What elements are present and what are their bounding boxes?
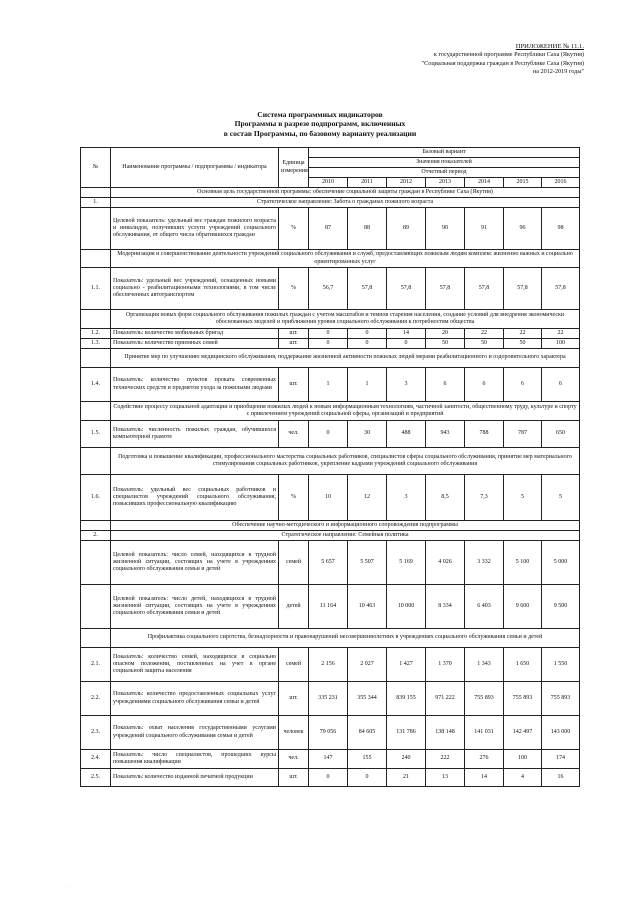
appendix-line: на 2012-2019 годы" — [532, 68, 584, 76]
value-cell: 1 550 — [542, 648, 580, 682]
header-unit: Единица измерения — [279, 148, 309, 188]
value-cell: 10 — [309, 475, 348, 521]
value-cell: 0 — [348, 329, 387, 339]
scan-mark: · — [66, 886, 68, 891]
appendix-block — [284, 43, 584, 77]
indicator-unit: % — [279, 475, 309, 521]
value-cell: 6 — [426, 368, 465, 402]
indicator-name: Показатель: удельный вес социальных работников и специалистов учреждений социального обслуживания, повысивших профессиональную квалификацию — [111, 475, 279, 521]
indicator-unit: шт. — [279, 329, 309, 339]
row-num: 1.2. — [81, 329, 111, 339]
indicator-unit: чел. — [279, 421, 309, 448]
row-num: 1.3. — [81, 339, 111, 349]
value-cell: 0 — [348, 339, 387, 349]
goal-indicator-name: Целевой показатель: число детей, находящихся в трудной жизненной ситуации, состоящих на учете в учреждениях социального обслуживания семьи и детей — [111, 585, 279, 629]
value-cell: 143 000 — [542, 716, 580, 750]
indicator-name: Показатель: количество семей, находящихся в социально опасном положении, поставленных на учет в органе социальной защиты населения — [111, 648, 279, 682]
value-cell: 6 — [542, 368, 580, 402]
value-cell: 755 893 — [465, 682, 504, 716]
value-cell: 174 — [542, 750, 580, 769]
value-cell: 96 — [504, 208, 542, 250]
value-cell: 50 — [465, 339, 504, 349]
value-cell: 0 — [309, 339, 348, 349]
appendix-line: к государственной программе Республики Саха (Якутия) — [433, 51, 584, 59]
indicator-unit: шт. — [279, 368, 309, 402]
value-cell: 16 — [542, 769, 580, 787]
document-title — [0, 110, 640, 138]
indicator-name: Показатель: удельный вес учреждений, оснащенных новыми социально - реабилитационными технологиями, в том числе обеспеченных автотранспортом — [111, 268, 279, 310]
value-cell: 1 427 — [387, 648, 426, 682]
value-cell: 90 — [426, 208, 465, 250]
value-cell: 5 100 — [504, 541, 542, 585]
row-num: 2.4. — [81, 750, 111, 769]
value-cell: 141 031 — [465, 716, 504, 750]
value-cell: 57,8 — [348, 268, 387, 310]
value-cell: 147 — [309, 750, 348, 769]
header-year: 2015 — [504, 178, 542, 188]
section-title: Стратегическое направление: Семейная политика — [111, 531, 580, 541]
title-line: Система программных индикаторов — [257, 110, 383, 119]
indicator-unit: шт. — [279, 769, 309, 787]
value-cell: 355 344 — [348, 682, 387, 716]
value-cell: 88 — [348, 208, 387, 250]
indicator-unit: чел. — [279, 750, 309, 769]
header-period: Отчетный период — [309, 168, 580, 178]
value-cell: 0 — [309, 329, 348, 339]
value-cell: 8,5 — [426, 475, 465, 521]
value-cell: 4 — [504, 769, 542, 787]
value-cell: 12 — [348, 475, 387, 521]
value-cell: 155 — [348, 750, 387, 769]
task-row: Обеспечение научно-методического и информационного сопровождения подпрограммы — [111, 521, 580, 531]
value-cell: 335 231 — [309, 682, 348, 716]
value-cell: 9 500 — [542, 585, 580, 629]
row-num: 2.2. — [81, 682, 111, 716]
indicator-unit: человек — [279, 716, 309, 750]
value-cell: 14 — [465, 769, 504, 787]
row-num: 2.5. — [81, 769, 111, 787]
row-num: 2.3. — [81, 716, 111, 750]
value-cell: 20 — [426, 329, 465, 339]
goal-indicator-unit: семей — [279, 541, 309, 585]
section-num: 1. — [81, 198, 111, 208]
value-cell: 839 155 — [387, 682, 426, 716]
indicator-unit: % — [279, 268, 309, 310]
task-row: Содействие процессу социальной адаптации и приобщения пожилых людей к новым информационным технологиям, частичной занятости, общественному труду, культуре и спорту с привлечением учреждений социальной сферы, организаций и предприятий — [111, 402, 580, 421]
indicator-name: Показатель: количество предоставленных социальных услуг учреждениями социального обслуживания семьи и детей — [111, 682, 279, 716]
header-num: № — [81, 148, 111, 188]
header-year: 2016 — [542, 178, 580, 188]
value-cell: 87 — [309, 208, 348, 250]
value-cell: 276 — [465, 750, 504, 769]
value-cell: 56,7 — [309, 268, 348, 310]
value-cell: 50 — [426, 339, 465, 349]
appendix-line: "Социальная поддержка граждан в Республике Саха (Якутия) — [421, 59, 584, 67]
value-cell: 57,8 — [542, 268, 580, 310]
value-cell: 57,8 — [387, 268, 426, 310]
indicators-table — [80, 147, 580, 787]
value-cell: 0 — [348, 769, 387, 787]
goal-indicator-name: Целевой показатель: удельный вес граждан пожилого возраста и инвалидов, получивших услуги учреждений социального обслуживания, от общего числа обратившихся граждан — [111, 208, 279, 250]
indicator-name: Показатель: количество приемных семей — [111, 339, 279, 349]
value-cell: 10 000 — [387, 585, 426, 629]
value-cell: 755 893 — [542, 682, 580, 716]
value-cell: 788 — [465, 421, 504, 448]
section-title: Стратегическое направление: Забота о гражданах пожилого возраста — [111, 198, 580, 208]
value-cell: 787 — [504, 421, 542, 448]
value-cell: 1 — [348, 368, 387, 402]
value-cell: 2 027 — [348, 648, 387, 682]
value-cell: 1 650 — [504, 648, 542, 682]
value-cell: 9 600 — [504, 585, 542, 629]
indicator-unit: семей — [279, 648, 309, 682]
goal-indicator-unit: детей — [279, 585, 309, 629]
value-cell: 50 — [504, 339, 542, 349]
indicator-unit: шт. — [279, 339, 309, 349]
task-row: Модернизация и совершенствование деятельности учреждений социального обслуживания и служб, предоставляющих пожилым людям комплекс жизненно важных и социально ориентированных услуг — [111, 250, 580, 268]
header-variant: Базовый вариант — [309, 148, 580, 158]
value-cell: 98 — [542, 208, 580, 250]
header-name: Наименование программы / подпрограммы / индикатора — [111, 148, 279, 188]
value-cell: 6 — [465, 368, 504, 402]
value-cell: 2 156 — [309, 648, 348, 682]
value-cell: 4 026 — [426, 541, 465, 585]
value-cell: 0 — [309, 421, 348, 448]
value-cell: 1 — [309, 368, 348, 402]
value-cell: 5 657 — [309, 541, 348, 585]
indicator-name: Показатель: количество мобильных бригад — [111, 329, 279, 339]
header-year: 2011 — [348, 178, 387, 188]
section-num: 2. — [81, 531, 111, 541]
value-cell: 100 — [504, 750, 542, 769]
indicator-name: Показатель: численность пожилых граждан, обучившихся компьютерной грамоте — [111, 421, 279, 448]
value-cell: 22 — [542, 329, 580, 339]
value-cell: 13 — [426, 769, 465, 787]
indicator-name: Показатель: количество пунктов проката современных технических средств и предметов ухода за пожилыми людьми — [111, 368, 279, 402]
value-cell: 5 — [504, 475, 542, 521]
value-cell: 6 — [504, 368, 542, 402]
indicator-unit: шт. — [279, 682, 309, 716]
value-cell: 5 000 — [542, 541, 580, 585]
value-cell: 142 497 — [504, 716, 542, 750]
task-row: Профилактика социального сиротства, безнадзорности и правонарушений несовершеннолетних в учреждениях социального обслуживания семьи и детей — [111, 629, 580, 648]
row-num: 2.1. — [81, 648, 111, 682]
main-goal: Основная цель государственной программы: обеспечение социальной защиты граждан в Республике Саха (Якутия) — [111, 188, 580, 198]
value-cell: 5 — [542, 475, 580, 521]
row-num: 1.5. — [81, 421, 111, 448]
title-line: в состав Программы, по базовому варианту реализации — [223, 128, 417, 138]
value-cell: 138 148 — [426, 716, 465, 750]
value-cell: 5 169 — [387, 541, 426, 585]
value-cell: 222 — [426, 750, 465, 769]
row-num: 1.6. — [81, 475, 111, 521]
value-cell: 0 — [387, 339, 426, 349]
value-cell: 14 — [387, 329, 426, 339]
task-row: Подготовка и повышение квалификации, профессионального мастерства социальных работников, специалистов сферы социального обслуживания, принятие мер материального стимулирования социальных работников, укрепление кадрами учреждений социального обслуживания — [111, 448, 580, 475]
value-cell: 240 — [387, 750, 426, 769]
value-cell: 30 — [348, 421, 387, 448]
task-row: Принятие мер по улучшению медицинского обслуживания, поддержание жизненной активности пожилых людей мерами реабилитационного и оздоровительного характера — [111, 349, 580, 368]
header-year: 2012 — [387, 178, 426, 188]
value-cell: 84 605 — [348, 716, 387, 750]
value-cell: 57,8 — [504, 268, 542, 310]
value-cell: 3 — [387, 368, 426, 402]
row-num: 1.1. — [81, 268, 111, 310]
indicator-name: Показатель: число специалистов, прошедших курсы повышения квалификации — [111, 750, 279, 769]
value-cell: 100 — [542, 339, 580, 349]
header-year: 2014 — [465, 178, 504, 188]
value-cell: 0 — [309, 769, 348, 787]
value-cell: 21 — [387, 769, 426, 787]
value-cell: 8 334 — [426, 585, 465, 629]
value-cell: 22 — [504, 329, 542, 339]
value-cell: 971 222 — [426, 682, 465, 716]
value-cell: 1 343 — [465, 648, 504, 682]
value-cell: 57,8 — [465, 268, 504, 310]
indicator-name: Показатель: количество изданной печатной продукции — [111, 769, 279, 787]
header-year: 2013 — [426, 178, 465, 188]
header-values: Значения показателей — [309, 158, 580, 168]
value-cell: 650 — [542, 421, 580, 448]
value-cell: 11 164 — [309, 585, 348, 629]
value-cell: 91 — [465, 208, 504, 250]
value-cell: 5 507 — [348, 541, 387, 585]
goal-indicator-name: Целевой показатель: число семей, находящихся в трудной жизненной ситуации, состоящих на учете в учреждениях социального обслуживания семьи и детей — [111, 541, 279, 585]
value-cell: 57,8 — [426, 268, 465, 310]
value-cell: 89 — [387, 208, 426, 250]
value-cell: 7,3 — [465, 475, 504, 521]
value-cell: 131 786 — [387, 716, 426, 750]
task-row: Организация новых форм социального обслуживания пожилых граждан с учетом масштабов и темпов старения населения, создание условий для внедрения экономически обоснованных моделей и приближения уровня социального обслуживания к потребностям общества — [111, 310, 580, 329]
value-cell: 943 — [426, 421, 465, 448]
goal-indicator-unit: % — [279, 208, 309, 250]
value-cell: 488 — [387, 421, 426, 448]
value-cell: 755 893 — [504, 682, 542, 716]
title-line: Программы в разрезе подпрограмм, включенных — [234, 119, 406, 129]
row-num: 1.4. — [81, 368, 111, 402]
value-cell: 10 463 — [348, 585, 387, 629]
value-cell: 1 370 — [426, 648, 465, 682]
value-cell: 22 — [465, 329, 504, 339]
value-cell: 3 332 — [465, 541, 504, 585]
indicator-name: Показатель: охват населения государственными услугами учреждений социального обслуживания семьи и детей — [111, 716, 279, 750]
header-year: 2010 — [309, 178, 348, 188]
appendix-number: ПРИЛОЖЕНИЕ № 11.1. — [515, 43, 584, 50]
value-cell: 79 056 — [309, 716, 348, 750]
value-cell: 6 403 — [465, 585, 504, 629]
value-cell: 3 — [387, 475, 426, 521]
